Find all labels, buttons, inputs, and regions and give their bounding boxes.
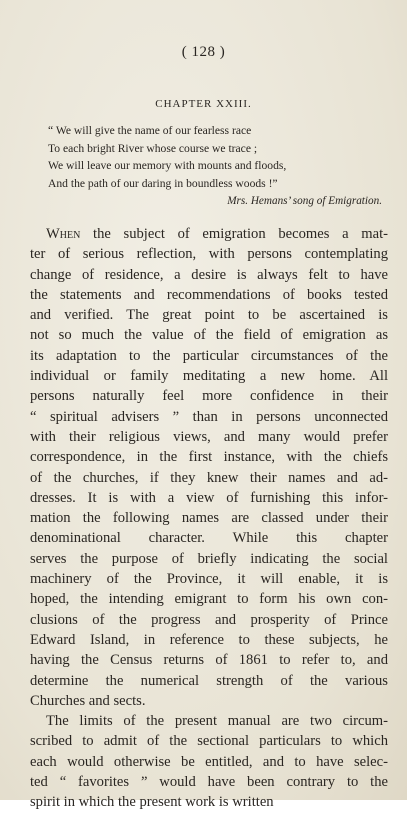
epigraph-line: We will leave our memory with mounts and floods, bbox=[48, 159, 287, 172]
text-line: each would otherwise be entitled, and to have selec- bbox=[30, 753, 388, 770]
text-line: hoped, the intending emigrant to form his own con- bbox=[30, 591, 388, 608]
text-line: and verified. The great point to be ascertained is bbox=[30, 307, 388, 324]
body-text bbox=[30, 224, 388, 813]
text-line: serves the purpose of briefly indicating the social bbox=[30, 550, 388, 567]
text-line: individual or family meditating a new home. All bbox=[30, 368, 388, 385]
epigraph-line: To each bright River whose course we trace ; bbox=[48, 141, 258, 155]
text-line: not so much the value of the field of emigration as bbox=[30, 327, 388, 344]
text-line: ted “ favorites ” would have been contrary to the bbox=[30, 774, 388, 791]
epigraph-line: “ We will give the name of our fearless race bbox=[48, 124, 252, 137]
text-line: “ spiritual advisers ” than in persons unconnected bbox=[30, 408, 388, 425]
paragraph-1 bbox=[30, 224, 388, 711]
text-line: the statements and recommendations of books tested bbox=[30, 286, 388, 303]
page-number: ( 128 ) bbox=[181, 44, 226, 60]
text-line: The limits of the present manual are two circum- bbox=[46, 713, 388, 730]
text-line bbox=[30, 224, 388, 244]
text-line: persons naturally feel more confidence in their bbox=[30, 388, 388, 405]
epigraph-line: And the path of our daring in boundless woods !” bbox=[48, 176, 278, 190]
epigraph-attribution: Mrs. Hemans’ song of Emigration. bbox=[227, 195, 382, 207]
epigraph bbox=[48, 122, 388, 210]
text-line: machinery of the Province, it will enable, it is bbox=[30, 571, 388, 588]
text-line: scribed to admit of the sectional particulars to which bbox=[30, 733, 388, 750]
text-line: Edward Island, in reference to these subjects, he bbox=[30, 631, 388, 648]
text-line: its adaptation to the particular circumstances of the bbox=[30, 347, 388, 364]
text-line: Churches and sects. bbox=[30, 692, 146, 709]
text-line: ter of serious reflection, with persons contemplating bbox=[30, 246, 388, 263]
text-line: with their religious views, and many would prefer bbox=[30, 428, 388, 445]
text-line: determine the numerical strength of the various bbox=[30, 672, 388, 689]
text-line-rest: the subject of emigration becomes a mat- bbox=[80, 226, 388, 242]
text-line: change of residence, a desire is always felt to have bbox=[30, 266, 388, 283]
text-line: correspondence, in the first instance, with the chiefs bbox=[30, 449, 388, 466]
drop-word: When bbox=[46, 226, 81, 242]
chapter-title: CHAPTER XXIII. bbox=[155, 98, 252, 110]
text-line: having the Census returns of 1861 to refer to, and bbox=[30, 652, 388, 669]
text-line: clusions of the progress and prosperity of Prince bbox=[30, 611, 388, 628]
text-line: of the churches, if they knew their names and ad- bbox=[30, 469, 388, 486]
text-line: dresses. It is with a view of furnishing this infor- bbox=[30, 489, 388, 506]
text-line: denominational character. While this chapter bbox=[30, 530, 388, 547]
text-line: spirit in which the present work is written bbox=[30, 794, 274, 811]
paragraph-2 bbox=[30, 711, 388, 812]
text-line: mation the following names are classed under their bbox=[30, 510, 388, 527]
